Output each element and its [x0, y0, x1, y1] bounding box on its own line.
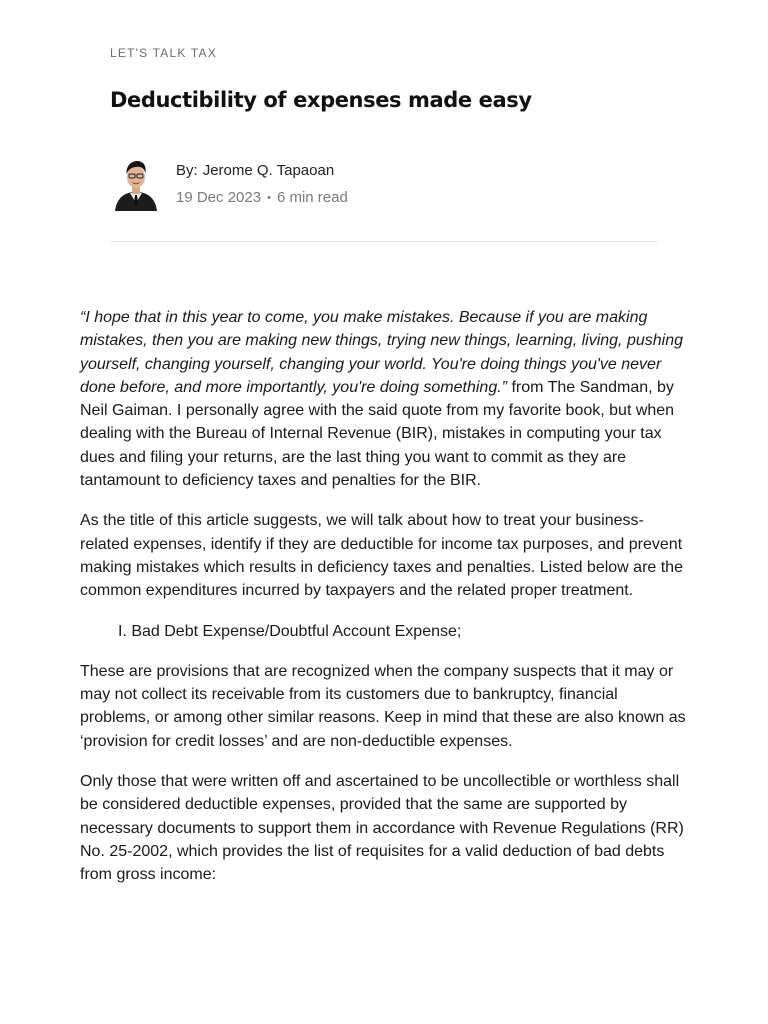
by-label: By: [176, 162, 198, 179]
section-kicker: LET'S TALK TAX [110, 46, 217, 60]
header-divider [110, 241, 658, 242]
author-line [176, 162, 348, 180]
article-title: Deductibility of expenses made easy [110, 88, 532, 112]
article-paragraph-1 [80, 306, 690, 492]
read-time: 6 min read [276, 189, 348, 206]
byline [110, 156, 658, 216]
meta-separator: • [267, 192, 271, 204]
article-body [80, 306, 690, 904]
article-paragraph-3: These are provisions that are recognized when the company suspects that it may or may not collect its receivable from its customers due to bankruptcy, financial problems, or among other similar reasons. Keep in mind that these are also known as ‘provision for credit losses’ and are non-deductible expenses. [80, 662, 686, 750]
article-meta [176, 189, 348, 207]
list-item-bad-debt: I. Bad Debt Expense/Doubtful Account Expense; [118, 622, 462, 640]
quote-attribution-text: from The Sandman, by Neil Gaiman. I personally agree with the said quote from my favorite book, but when dealing with the Bureau of Internal Revenue (BIR), mistakes in computing your tax dues and filing your returns, are the last thing you want to commit as they are tantamount to deficiency taxes and penalties for the BIR. [80, 378, 675, 490]
article-paragraph-2: As the title of this article suggests, we will talk about how to treat your business-related expenses, identify if they are deductible for income tax purposes, and prevent making mistakes which results in deficiency taxes and penalties. Listed below are the common expenditures incurred by taxpayers and the related proper treatment. [80, 512, 683, 600]
author-name[interactable]: Jerome Q. Tapaoan [202, 162, 335, 179]
publish-date: 19 Dec 2023 [176, 189, 262, 206]
opening-quote: “I hope that in this year to come, you make mistakes. Because if you are making mistakes, then you are making new things, trying new things, learning, living, pushing yourself, changing yourself, changing your world. You're doing things you've never done before, and more importantly, you're doing something.” [80, 309, 683, 396]
article-paragraph-4: Only those that were written off and ascertained to be uncollectible or worthless shall be considered deductible expenses, provided that the same are supported by necessary documents to support them in accordance with Revenue Regulations (RR) No. 25-2002, which provides the list of requisites for a valid deduction of bad debts from gross income: [80, 773, 684, 884]
author-portrait-icon [113, 157, 159, 211]
